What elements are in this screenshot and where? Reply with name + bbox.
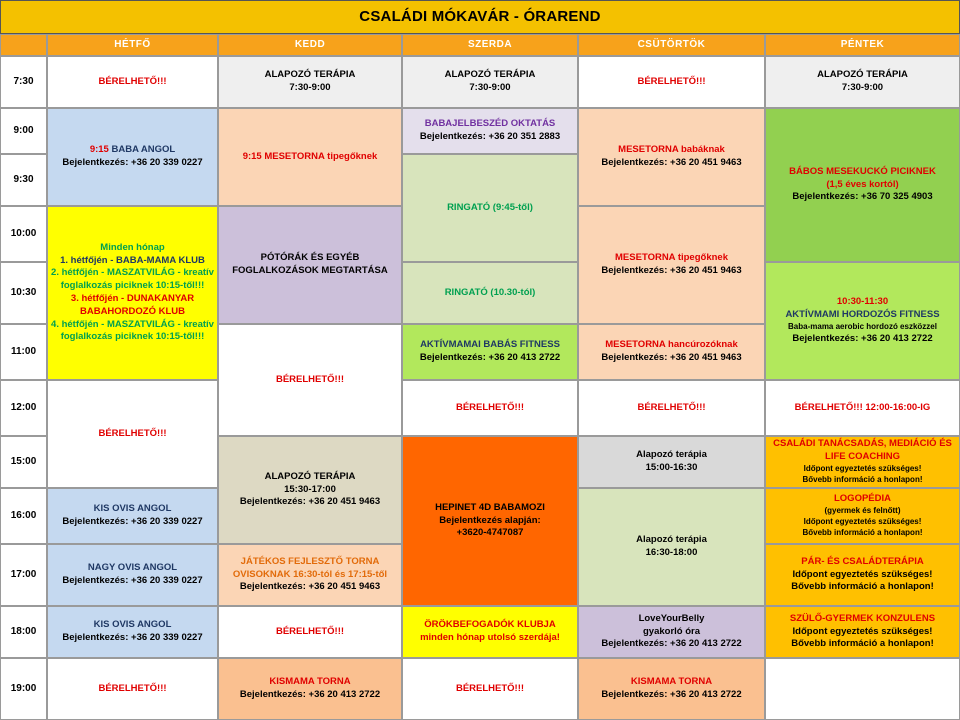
time-slot: 9:30 [0, 154, 47, 206]
page-title: CSALÁDI MÓKAVÁR - ÓRAREND [0, 0, 960, 34]
friday-logopedia: LOGOPÉDIA (gyermek és felnőtt) Időpont egyeztetés szükséges! Bővebb információ a honlapon! [765, 488, 960, 544]
friday-csaladi-tanacsadas: CSALÁDI TANÁCSADÁS, MEDIÁCIÓ ÉS LIFE COACHING Időpont egyeztetés szükséges! Bővebb információ a honlapon! [765, 436, 960, 488]
wednesday-hepinet: HEPINET 4D BABAMOZI Bejelentkezés alapján: +3620-4747087 [402, 436, 578, 606]
tuesday-rentable: BÉRELHETŐ!!! [218, 324, 402, 436]
thursday-alapozo-terapia-1: Alapozó terápia 15:00-16:30 [578, 436, 765, 488]
wednesday-ringato-945: RINGATÓ (9:45-től) [402, 154, 578, 262]
time-slot: 10:00 [0, 206, 47, 262]
time-slot: 16:00 [0, 488, 47, 544]
friday-aktivmami-hordozos: 10:30-11:30 AKTÍVMAMI HORDOZÓS FITNESS Baba-mama aerobic hordozó eszközzel Bejelentkezés: +36 20 413 2722 [765, 262, 960, 380]
time-slot: 17:00 [0, 544, 47, 606]
tuesday-jatekos-torna: JÁTÉKOS FEJLESZTŐ TORNA OVISOKNAK 16:30-tól és 17:15-től Bejelentkezés: +36 20 451 9463 [218, 544, 402, 606]
wednesday-ringato-1030: RINGATÓ (10.30-tól) [402, 262, 578, 324]
friday-szulo-gyermek: SZÜLŐ-GYERMEK KONZULENS Időpont egyeztetés szükséges! Bővebb információ a honlapon! [765, 606, 960, 658]
header-day-thursday: CSÜTÖRTÖK [578, 34, 765, 56]
time-slot: 15:00 [0, 436, 47, 488]
time-slot: 9:00 [0, 108, 47, 154]
wednesday-19-rentable: BÉRELHETŐ!!! [402, 658, 578, 720]
time-slot: 10:30 [0, 262, 47, 324]
tuesday-kismama-torna: KISMAMA TORNA Bejelentkezés: +36 20 413 2722 [218, 658, 402, 720]
monday-monthly-clubs: Minden hónap 1. hétfőjén - BABA-MAMA KLUB 2. hétfőjén - MASZATVILÁG - kreatív foglalkozás piciknek 10:15-től!!! 3. hétfőjén - DUNAKANYAR BABAHORDOZÓ KLUB 4. hétfőjén - MASZATVILÁG - kreatív foglalkozás piciknek 10:15-től!!! [47, 206, 218, 380]
wednesday-noon-rentable: BÉRELHETŐ!!! [402, 380, 578, 436]
tuesday-18-rentable: BÉRELHETŐ!!! [218, 606, 402, 658]
time-slot: 11:00 [0, 324, 47, 380]
thursday-mesetorna-babak: MESETORNA babáknak Bejelentkezés: +36 20 451 9463 [578, 108, 765, 206]
wednesday-alapozo-terapia: ALAPOZÓ TERÁPIA 7:30-9:00 [402, 56, 578, 108]
thursday-loveyourbelly: LoveYourBelly gyakorló óra Bejelentkezés: +36 20 413 2722 [578, 606, 765, 658]
wednesday-babajelbeszed: BABAJELBESZÉD OKTATÁS Bejelentkezés: +36 20 351 2883 [402, 108, 578, 154]
monday-19-rentable: BÉRELHETŐ!!! [47, 658, 218, 720]
friday-babos-mesekucko: BÁBOS MESEKUCKÓ PICIKNEK (1,5 éves kortól) Bejelentkezés: +36 70 325 4903 [765, 108, 960, 262]
monday-kis-ovis-angol: KIS OVIS ANGOL Bejelentkezés: +36 20 339 0227 [47, 488, 218, 544]
thursday-7-30-rentable: BÉRELHETŐ!!! [578, 56, 765, 108]
header-day-friday: PÉNTEK [765, 34, 960, 56]
tuesday-potorak: PÓTÓRÁK ÉS EGYÉB FOGLALKOZÁSOK MEGTARTÁSA [218, 206, 402, 324]
monday-7-30-rentable: BÉRELHETŐ!!! [47, 56, 218, 108]
thursday-mesetorna-hancur: MESETORNA hancúrozóknak Bejelentkezés: +36 20 451 9463 [578, 324, 765, 380]
friday-19-empty [765, 658, 960, 720]
thursday-mesetorna-tipeg: MESETORNA tipegőknek Bejelentkezés: +36 20 451 9463 [578, 206, 765, 324]
header-day-tuesday: KEDD [218, 34, 402, 56]
wednesday-orokbefogadok: ÖRÖKBEFOGADÓK KLUBJA minden hónap utolsó szerdája! [402, 606, 578, 658]
monday-noon-rentable: BÉRELHETŐ!!! [47, 380, 218, 488]
tuesday-alapozo-terapia: ALAPOZÓ TERÁPIA 7:30-9:00 [218, 56, 402, 108]
wednesday-aktiv-babas-fitness: AKTÍVMAMAI BABÁS FITNESS Bejelentkezés: +36 20 413 2722 [402, 324, 578, 380]
monday-nagy-ovis-angol: NAGY OVIS ANGOL Bejelentkezés: +36 20 339 0227 [47, 544, 218, 606]
monday-baba-angol: 9:15 BABA ANGOL Bejelentkezés: +36 20 339 0227 [47, 108, 218, 206]
header-day-monday: HÉTFŐ [47, 34, 218, 56]
thursday-kismama-torna: KISMAMA TORNA Bejelentkezés: +36 20 413 2722 [578, 658, 765, 720]
friday-alapozo-terapia: ALAPOZÓ TERÁPIA 7:30-9:00 [765, 56, 960, 108]
thursday-alapozo-terapia-2: Alapozó terápia 16:30-18:00 [578, 488, 765, 606]
tuesday-alapozo-terapia-pm: ALAPOZÓ TERÁPIA 15:30-17:00 Bejelentkezés: +36 20 451 9463 [218, 436, 402, 544]
header-corner [0, 34, 47, 56]
tuesday-mesetorna: 9:15 MESETORNA tipegőknek [218, 108, 402, 206]
monday-kis-ovis-angol-18: KIS OVIS ANGOL Bejelentkezés: +36 20 339 0227 [47, 606, 218, 658]
friday-par-csaladterapia: PÁR- ÉS CSALÁDTERÁPIA Időpont egyeztetés szükséges! Bővebb információ a honlapon! [765, 544, 960, 606]
friday-noon-rentable: BÉRELHETŐ!!! 12:00-16:00-IG [765, 380, 960, 436]
thursday-noon-rentable: BÉRELHETŐ!!! [578, 380, 765, 436]
time-slot: 18:00 [0, 606, 47, 658]
header-day-wednesday: SZERDA [402, 34, 578, 56]
time-slot: 19:00 [0, 658, 47, 720]
time-slot: 7:30 [0, 56, 47, 108]
time-slot: 12:00 [0, 380, 47, 436]
